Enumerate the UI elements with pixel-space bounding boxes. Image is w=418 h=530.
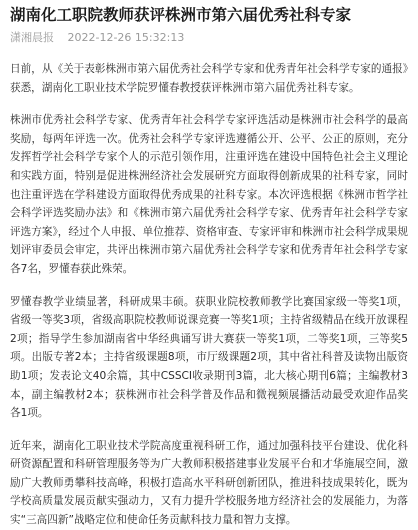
article-paragraph: 日前，从《关于表彰株洲市第六届优秀社会科学专家和优秀青年社会科学专家的通报》获悉，湖南化工职业技术学院罗懂春教授获评株洲市第六届优秀社科专家。 [10,63,408,94]
article-source[interactable]: 潇湘晨报 [10,31,54,44]
article-paragraph: 株洲市优秀社会科学专家、优秀青年社会科学专家评选活动是株洲市社会科学的最高奖励，每两年评选一次。优秀社会科学专家评选遵循公开、公平、公正的原则，充分发挥哲学社会科学专家个人的示范引领作用，注重评选在建设中国特色社会主义理论和实践方面，特别是促进株洲经济社会发展研究方面取得创新成果的社科专家，同时也注重评选在学科建设方面取得优秀成果的社科专家。本次评选根据《株洲市哲学社会科学评选奖励办法》和《株洲市第六届优秀社会科学专家、优秀青年社会科学专家评选方案》，经过个人申报、单位推荐、资格审查、专家评审和株洲市社会科学成果规划评审委员会审定，共评出株洲市第六届优秀社会科学专家和优秀青年社会科学专家各7名，罗懂春获此殊荣。 [10,114,408,275]
article-body [0,46,418,530]
article-paragraph: 近年来，湖南化工职业技术学院高度重视科研工作，通过加强科技平台建设、优化科研资源配置和科研管理服务等为广大教师积极搭建事业发展平台和才华施展空间，激励广大教师勇攀科技高峰，积极打造高水平科研创新团队，推进科技成果转化，既为学校高质量发展贡献实强动力，又有力提升学校服务地方经济社会的发展能力，为落实“三高四新”战略定位和使命任务贡献科技力量和智力支撑。 [10,439,408,527]
article-paragraph: 罗懂春教学业绩显著，科研成果丰硕。获职业院校教师教学比赛国家级一等奖1项，省级一等奖3项，省级高职院校教师说课竞赛一等奖1项；主持省级精品在线开放课程2项；指导学生参加湖南省中华经典诵写讲大赛获一等奖1项，二等奖1项，三等奖5项。出版专著2本；主持省级课题8项，市厅级课题2项，其中省社科普及读物出版资助1项；发表论文40余篇，其中CSSCI收录期刊3篇，北大核心期刊6篇；主编教材3本，副主编教材2本；获株洲市社会科学普及作品和微视频展播活动最受欢迎作品奖各1项。 [10,295,408,420]
article-title: 湖南化工职院教师获评株洲市第六届优秀社科专家 [10,6,352,24]
article-datetime: 2022-12-26 15:32:13 [67,31,185,44]
article-meta [0,26,418,46]
